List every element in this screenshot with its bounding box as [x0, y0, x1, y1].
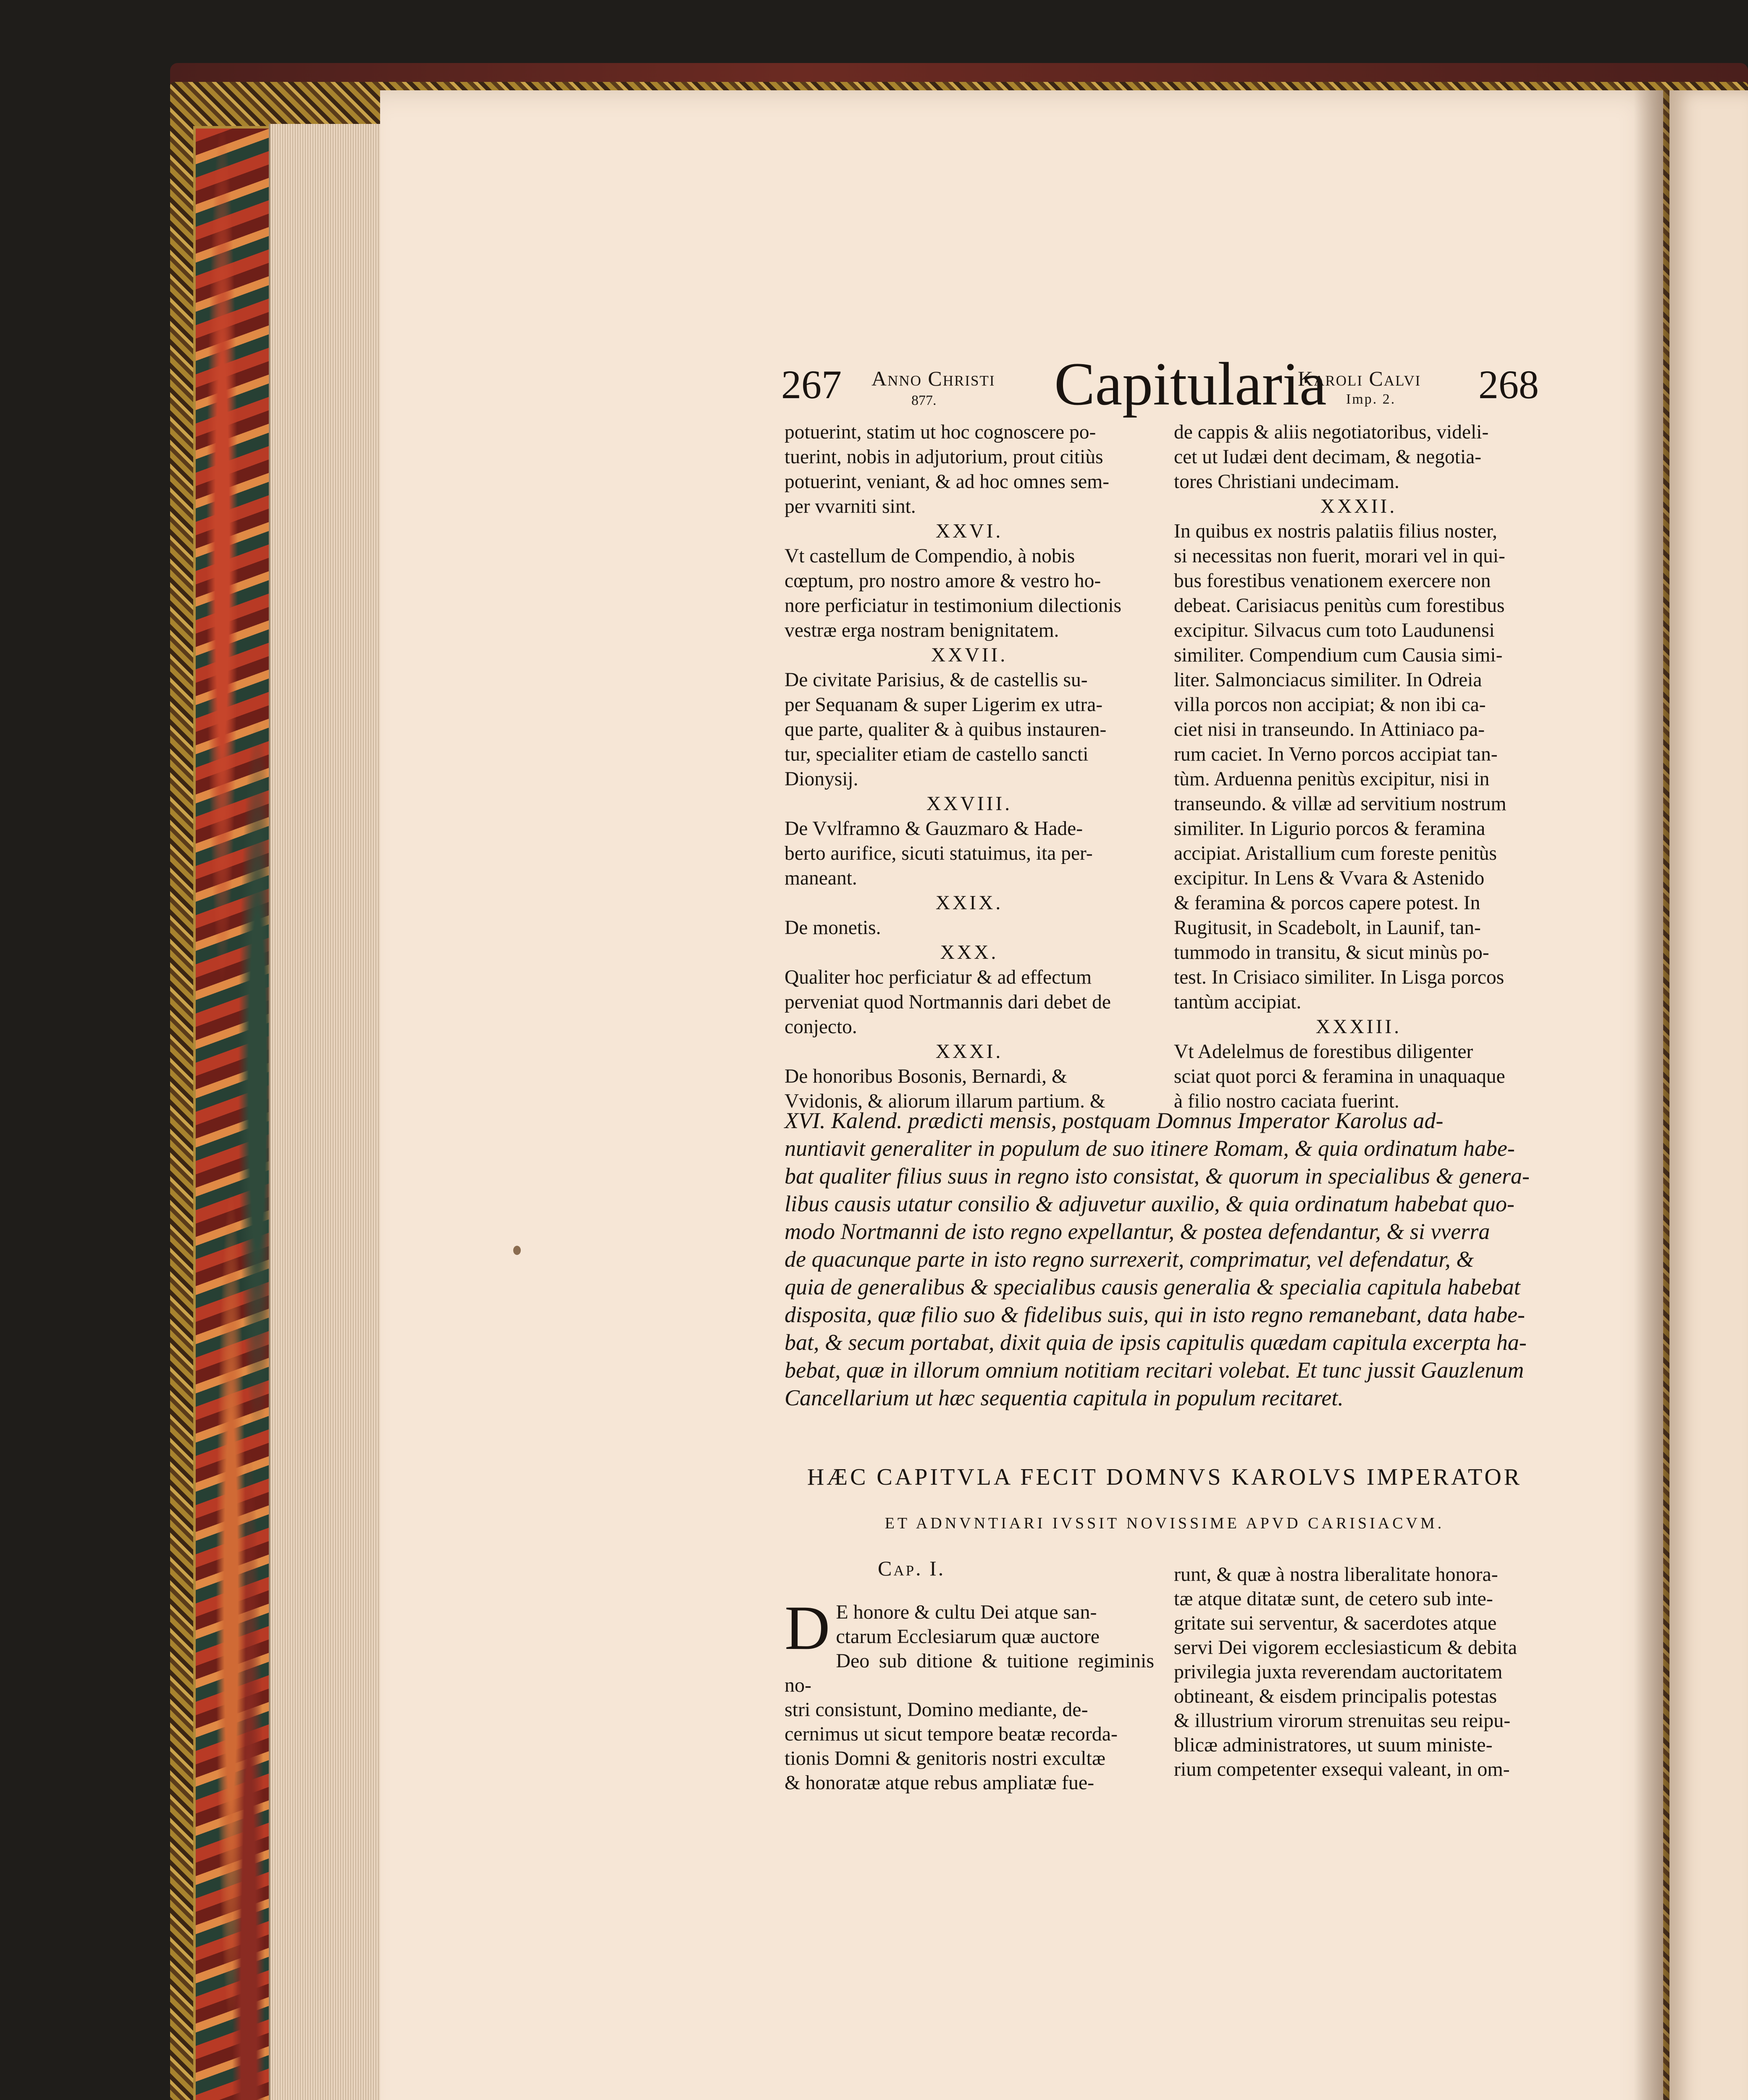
column-left-bottom [785, 1593, 1154, 1795]
text-line: XVI. Kalend. prædicti mensis, postquam Domnus Imperator Karolus ad- [785, 1108, 1444, 1133]
page-title: Capitularia [1054, 350, 1327, 418]
facing-page [1669, 90, 1748, 2100]
cap-heading: Cap. I. [878, 1557, 945, 1580]
text-line: transeundo. & villæ ad servitium nostrum [1174, 793, 1507, 815]
text-line: & illustrium virorum strenuitas seu reipu- [1174, 1709, 1511, 1732]
text-line: quia de generalibus & specialibus causis generalia & specialia capitula habebat [785, 1274, 1520, 1299]
text-line: cœptum, pro nostro amore & vestro ho- [785, 570, 1101, 592]
text-line: si necessitas non fuerit, morari vel in qui- [1174, 545, 1505, 567]
chapter-heading: XXXII. [1320, 496, 1397, 517]
text-line: tionis Domni & genitoris nostri excultæ [785, 1747, 1105, 1769]
text-line: Vt castellum de Compendio, à nobis [785, 545, 1075, 567]
text-line: & feramina & porcos capere potest. In [1174, 892, 1480, 914]
text-line: liter. Salmonciacus similiter. In Odreia [1174, 669, 1482, 691]
text-line: similiter. Compendium cum Causia simi- [1174, 644, 1503, 666]
paper-spot [513, 1246, 521, 1255]
text-line: per Sequanam & super Ligerim ex utra- [785, 694, 1103, 716]
text-line: De civitate Parisius, & de castellis su- [785, 669, 1088, 691]
column-right-bottom [1174, 1562, 1543, 1782]
text-line: Qualiter hoc perficiatur & ad effectum [785, 966, 1092, 988]
text-line: stri consistunt, Domino mediante, de- [785, 1698, 1088, 1721]
text-line: vestræ erga nostram benignitatem. [785, 620, 1059, 641]
text-line: nuntiavit generaliter in populum de suo itinere Romam, & quia ordinatum habe- [785, 1136, 1515, 1161]
text-line: tur, specialiter etiam de castello sancti [785, 743, 1089, 765]
text-line: In quibus ex nostris palatiis filius noster, [1174, 520, 1497, 542]
text-line: tummodo in transitu, & sicut minùs po- [1174, 942, 1489, 963]
text-line: disposita, quæ filio suo & fidelibus suis, qui in isto regno remanebant, data habe- [785, 1302, 1525, 1327]
page-number-left: 267 [781, 362, 842, 407]
text-line: rium competenter exsequi valeant, in om- [1174, 1758, 1510, 1780]
text-line: maneant. [785, 867, 857, 889]
text-line: De Vvlframno & Gauzmaro & Hade- [785, 818, 1083, 840]
anno-christi: Anno Christi [871, 367, 995, 390]
text-line: accipiat. Aristallium cum foreste penitùs [1174, 843, 1497, 864]
text-line: modo Nortmanni de isto regno expellantur, & postea defendantur, & si vverra [785, 1219, 1490, 1244]
karoli-calvi: Karoli Calvi [1298, 367, 1421, 390]
column-right-top [1174, 420, 1543, 1114]
text-line: de cappis & aliis negotiatoribus, videli- [1174, 421, 1489, 443]
text-line: E honore & cultu Dei atque san- [836, 1601, 1097, 1623]
drop-capital: D [785, 1593, 830, 1663]
text-line: ciet nisi in transeundo. In Attiniaco pa- [1174, 719, 1485, 740]
text-line: à filio nostro caciata fuerint. [1174, 1090, 1399, 1112]
text-line: per vvarniti sint. [785, 496, 916, 517]
year: 877. [911, 393, 937, 408]
text-line: tæ atque ditatæ sunt, de cetero sub inte- [1174, 1588, 1493, 1610]
text-line: bus forestibus venationem exercere non [1174, 570, 1491, 592]
text-line: que parte, qualiter & à quibus instauren- [785, 719, 1107, 740]
chapter-heading: XXVIII. [926, 793, 1013, 815]
chapter-heading: XXXIII. [1315, 1016, 1402, 1038]
text-line: bebat, quæ in illorum omnium notitiam recitari volebat. Et tunc jussit Gauzlenum [785, 1357, 1524, 1383]
text-line: obtineant, & eisdem principalis potestas [1174, 1685, 1497, 1707]
text-line: similiter. In Ligurio porcos & feramina [1174, 818, 1486, 840]
text-line: runt, & quæ à nostra liberalitate honora- [1174, 1563, 1498, 1586]
text-line: tùm. Arduenna penitùs excipitur, nisi in [1174, 768, 1490, 790]
text-line: excipitur. Silvacus cum toto Laudunensi [1174, 620, 1495, 641]
italic-narrative [785, 1107, 1545, 1412]
text-line: & honoratæ atque rebus ampliatæ fue- [785, 1772, 1094, 1794]
text-line: nore perficiatur in testimonium dilectionis [785, 595, 1122, 617]
text-line: Cancellarium ut hæc sequentia capitula in populum recitaret. [785, 1385, 1344, 1410]
text-line: gritate sui serventur, & sacerdotes atque [1174, 1612, 1497, 1634]
text-line: Vt Adelelmus de forestibus diligenter [1174, 1041, 1473, 1063]
text-line: berto aurifice, sicuti statuimus, ita per- [785, 843, 1093, 864]
text-line: de quacunque parte in isto regno surrexerit, comprimatur, vel defendatur, & [785, 1247, 1474, 1272]
text-line: libus causis utatur consilio & adjuvetur auxilio, & quia ordinatum habebat quo- [785, 1191, 1514, 1216]
text-line: conjecto. [785, 1016, 857, 1038]
chapter-heading: XXIX. [935, 892, 1003, 914]
text-line: Rugitusit, in Scadebolt, in Launif, tan- [1174, 917, 1481, 939]
text-line: Deo sub ditione & tuitione regiminis no- [785, 1650, 1154, 1696]
text-line: Dionysij. [785, 768, 858, 790]
text-line: Vvidonis, & aliorum illarum partium. & [785, 1090, 1105, 1112]
chapter-heading: XXVI. [935, 520, 1003, 542]
imp-label: Imp. 2. [1346, 391, 1396, 407]
text-line: tuerint, nobis in adjutorium, prout citiùs [785, 446, 1103, 468]
chapter-heading: XXXI. [935, 1041, 1003, 1063]
text-line: tantùm accipiat. [1174, 991, 1302, 1013]
page-edges [269, 124, 388, 2100]
text-line: villa porcos non accipiat; & non ibi ca- [1174, 694, 1486, 716]
text-line: tores Christiani undecimam. [1174, 471, 1399, 493]
text-line: debeat. Carisiacus penitùs cum forestibus [1174, 595, 1505, 617]
text-line: privilegia juxta reverendam auctoritatem [1174, 1661, 1503, 1683]
section-heading: HÆC CAPITVLA FECIT DOMNVS KAROLVS IMPERATOR [807, 1464, 1522, 1490]
text-line: blicæ administratores, ut suum ministe- [1174, 1734, 1493, 1756]
column-left-top [785, 420, 1154, 1114]
page-number-right: 268 [1478, 362, 1539, 407]
text-line: bat qualiter filius suus in regno isto consistat, & quorum in specialibus & genera- [785, 1163, 1530, 1189]
text-line: cernimus ut sicut tempore beatæ recorda- [785, 1723, 1118, 1745]
text-line: servi Dei vigorem ecclesiasticum & debita [1174, 1636, 1517, 1659]
text-line: excipitur. In Lens & Vvara & Astenido [1174, 867, 1485, 889]
text-line: De monetis. [785, 917, 881, 939]
text-line: potuerint, statim ut hoc cognoscere po- [785, 421, 1096, 443]
text-line: sciat quot porci & feramina in unaquaque [1174, 1066, 1505, 1087]
chapter-heading: XXX. [940, 942, 999, 963]
page-header [781, 349, 1537, 416]
text-line: perveniat quod Nortmannis dari debet de [785, 991, 1111, 1013]
chapter-heading: XXVII. [931, 644, 1008, 666]
text-line: rum caciet. In Verno porcos accipiat tan- [1174, 743, 1498, 765]
text-line: bat, & secum portabat, dixit quia de ipsis capitulis quædam capitula excerpta ha- [785, 1330, 1527, 1355]
text-line: ctarum Ecclesiarum quæ auctore [836, 1625, 1100, 1648]
section-subheading: ET ADNVNTIARI IVSSIT NOVISSIME APVD CARISIACVM. [884, 1515, 1445, 1532]
text-line: test. In Crisiaco similiter. In Lisga porcos [1174, 966, 1504, 988]
text-line: De honoribus Bosonis, Bernardi, & [785, 1066, 1067, 1087]
text-line: potuerint, veniant, & ad hoc omnes sem- [785, 471, 1110, 493]
text-line: cet ut Iudæi dent decimam, & negotia- [1174, 446, 1482, 468]
